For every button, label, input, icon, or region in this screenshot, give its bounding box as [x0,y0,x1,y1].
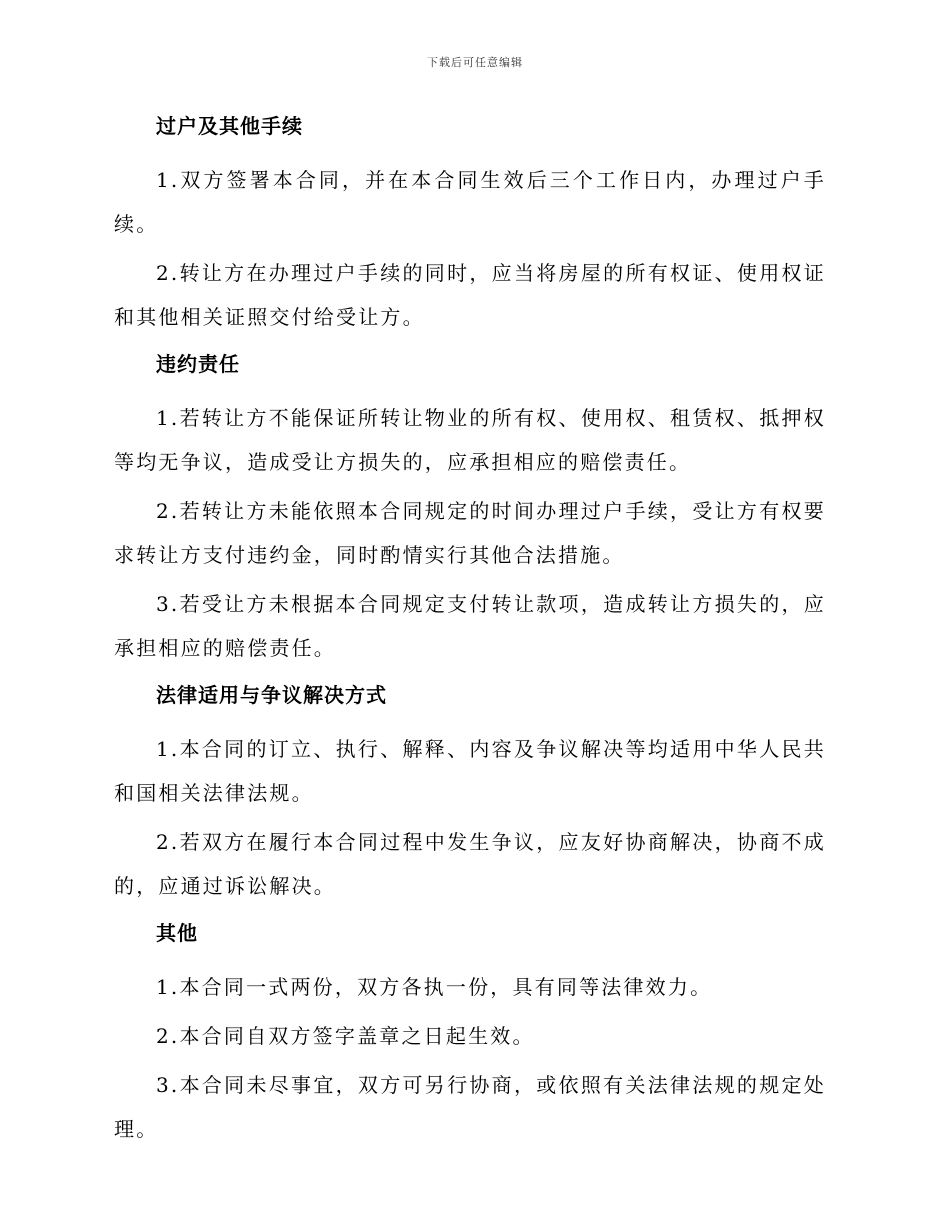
clause-paragraph: 3.若受让方未根据本合同规定支付转让款项，造成转让方损失的，应承担相应的赔偿责任。 [114,592,826,660]
clause-paragraph: 1.双方签署本合同，并在本合同生效后三个工作日内，办理过户手续。 [114,168,826,236]
document-body [114,106,826,1156]
clause-paragraph: 1.本合同的订立、执行、解释、内容及争议解决等均适用中华人民共和国相关法律法规。 [114,737,826,805]
section-heading: 违约责任 [156,352,240,376]
clause-paragraph: 2.转让方在办理过户手续的同时，应当将房屋的所有权证、使用权证和其他相关证照交付给受让方。 [114,261,826,329]
clause-paragraph: 1.若转让方不能保证所转让物业的所有权、使用权、租赁权、抵押权等均无争议，造成受让方损失的，应承担相应的赔偿责任。 [114,406,826,474]
clause-paragraph: 1.本合同一式两份，双方各执一份，具有同等法律效力。 [156,975,713,999]
section-miscellaneous [114,913,826,1151]
clause-paragraph: 2.若转让方未能依照本合同规定的时间办理过户手续，受让方有权要求转让方支付违约金，同时酌情实行其他合法措施。 [114,499,826,567]
page-header: 下载后可任意编辑 [427,56,523,69]
section-law-disputes [114,675,826,908]
clause-paragraph: 2.若双方在履行本合同过程中发生争议，应友好协商解决，协商不成的，应通过诉讼解决。 [114,830,826,898]
section-transfer-procedures [114,106,826,339]
section-liability [114,344,826,670]
section-heading: 其他 [156,921,198,945]
section-heading: 法律适用与争议解决方式 [156,683,387,707]
clause-paragraph: 2.本合同自双方签字盖章之日起生效。 [156,1024,535,1048]
clause-paragraph: 3.本合同未尽事宜，双方可另行协商，或依照有关法律法规的规定处理。 [114,1073,826,1141]
section-heading: 过户及其他手续 [156,114,303,138]
